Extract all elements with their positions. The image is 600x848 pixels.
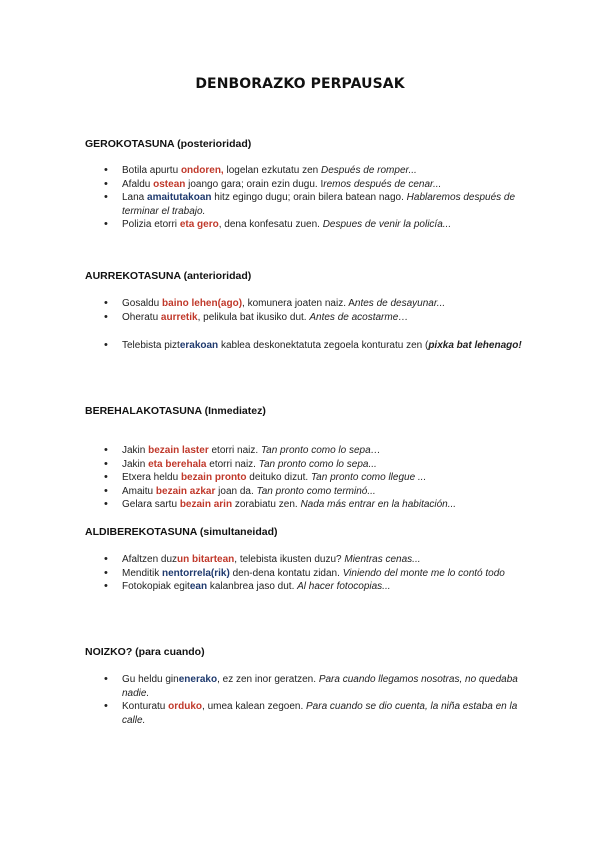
sentence-text: joango gara; orain ezin dugu. I: [185, 178, 324, 190]
translation-text: remos después de cenar...: [323, 178, 442, 190]
highlighted-connector: ean: [189, 581, 208, 592]
translation-text: Hablaremos después de terminar el trabajo.: [122, 192, 516, 217]
sentence-text: Lana: [122, 192, 148, 203]
translation-text: Despues de venir la policía...: [322, 219, 452, 230]
sentence-text: zorabiatu zen.: [232, 499, 301, 510]
list-item: [104, 580, 524, 594]
list-item: [104, 673, 524, 700]
translation-text: Mientras cenas...: [344, 554, 421, 565]
sentence-text: logelan ezkutatu zen: [223, 165, 322, 176]
highlighted-connector: aurretik: [160, 311, 198, 323]
translation-text: Tan pronto como lo sepa…: [260, 445, 381, 456]
section-heading-text: BEREHALAKOTASUNA: [85, 405, 202, 417]
sentence-text: Jakin: [122, 458, 149, 470]
list-item: [104, 178, 524, 192]
sentence-text: kalanbrea jaso dut.: [207, 581, 298, 592]
sentence-text: Jakin: [122, 445, 149, 456]
list-item: [104, 458, 524, 472]
sentence-text: , pelikula bat ikusiko dut.: [197, 311, 310, 323]
list-item: [104, 567, 524, 581]
section-subheading: (anterioridad): [183, 270, 252, 282]
section-heading-text: ALDIBEREKOTASUNA: [85, 526, 197, 538]
list-noizko: [104, 673, 524, 727]
list-item: [104, 311, 524, 325]
list-item: [104, 498, 524, 512]
sentence-text: Menditik: [122, 567, 163, 579]
highlighted-connector: bezain azkar: [155, 485, 216, 497]
translation-text: Viniendo del monte me lo contó todo: [342, 567, 505, 579]
translation-text: Antes de acostarme…: [309, 311, 409, 323]
section-heading-text: NOIZKO?: [85, 646, 133, 658]
sentence-text: etorri naiz.: [206, 458, 259, 470]
sentence-text: Telebista pizt: [122, 340, 180, 351]
section-heading-berehalakotasuna: [85, 405, 266, 417]
list-item: [104, 700, 524, 727]
highlighted-connector: enerako: [178, 674, 218, 685]
sentence-text: Gelara sartu: [122, 499, 180, 510]
sentence-text: Gosaldu: [122, 298, 163, 309]
sentence-text: Oheratu: [122, 311, 161, 323]
section-subheading: (posterioridad): [177, 138, 252, 150]
translation-text: Después de romper...: [321, 165, 417, 176]
sentence-text: , telebista ikusten duzu?: [234, 554, 345, 565]
highlighted-connector: nentorrela(rik): [162, 567, 230, 579]
section-heading-noizko: [85, 646, 205, 658]
sentence-text: , dena konfesatu zuen.: [218, 219, 323, 230]
highlighted-connector: orduko: [168, 701, 203, 712]
list-item: [104, 485, 524, 499]
highlighted-connector: baino lehen(ago): [162, 298, 243, 309]
section-subheading: (simultaneidad): [199, 526, 278, 538]
sentence-text: , komunera joaten naiz. A: [242, 298, 355, 309]
translation-text: ntes de desayunar...: [354, 298, 446, 309]
sentence-text: Etxera heldu: [122, 472, 181, 483]
section-heading-aurrekotasuna: [85, 270, 251, 282]
list-aldiberekotasuna: [104, 553, 524, 594]
sentence-text: deituko dizut.: [246, 472, 311, 483]
section-heading-gerokotasuna: [85, 138, 251, 150]
sentence-text: Gu heldu gin: [122, 674, 179, 685]
sentence-text: etorri naiz.: [208, 445, 261, 456]
sentence-text: Botila apurtu: [122, 165, 181, 176]
sentence-text: den-dena kontatu zidan.: [229, 567, 343, 579]
highlighted-connector: bezain pronto: [180, 472, 247, 483]
sentence-text: Polizia etorri: [122, 219, 180, 230]
list-aurrekotasuna: [104, 297, 524, 324]
sentence-text: hitz egingo dugu; orain bilera batean nago.: [211, 192, 407, 203]
highlighted-connector: ondoren,: [180, 165, 224, 176]
page-title: DENBORAZKO PERPAUSAK: [195, 76, 405, 92]
sentence-text: , ez zen inor geratzen.: [217, 674, 319, 685]
translation-text: Para cuando se dio cuenta, la niña estaba en la calle.: [122, 701, 518, 726]
list-item: [104, 471, 524, 485]
section-subheading: (Inmediatez): [204, 405, 266, 417]
translation-text: pixka bat lehenago!: [428, 340, 522, 351]
list-item: [104, 164, 524, 178]
sentence-text: Afaldu: [122, 178, 154, 190]
sentence-text: Amaitu: [122, 485, 156, 497]
sentence-text: Afaltzen duz: [122, 554, 178, 565]
sentence-text: joan da.: [215, 485, 257, 497]
list-item: [104, 297, 524, 311]
section-subheading: (para cuando): [135, 646, 205, 658]
list-item: [104, 191, 524, 218]
highlighted-connector: amaitutakoan: [147, 192, 212, 203]
highlighted-connector: bezain arin: [179, 499, 233, 510]
list-aurrekotasuna-extra: [104, 339, 524, 353]
highlighted-connector: un bitartean: [177, 554, 235, 565]
list-item: [104, 218, 524, 232]
highlighted-connector: eta gero: [179, 219, 219, 230]
highlighted-connector: erakoan: [179, 340, 219, 351]
translation-text: Tan pronto como llegue ...: [310, 472, 427, 483]
section-heading-aldiberekotasuna: [85, 526, 278, 538]
sentence-text: , umea kalean zegoen.: [202, 701, 307, 712]
section-heading-text: AURREKOTASUNA: [85, 270, 181, 282]
translation-text: Para cuando llegamos nosotras, no quedaba nadie.: [122, 674, 518, 699]
list-item: [104, 339, 524, 353]
translation-text: Nada más entrar en la habitación...: [300, 499, 457, 510]
list-item: [104, 553, 524, 567]
section-heading-text: GEROKOTASUNA: [85, 138, 175, 150]
list-gerokotasuna: [104, 164, 524, 232]
highlighted-connector: bezain laster: [148, 445, 209, 456]
list-berehalakotasuna: [104, 444, 524, 512]
highlighted-connector: ostean: [153, 178, 186, 190]
highlighted-connector: eta berehala: [148, 458, 207, 470]
translation-text: Tan pronto como terminó...: [256, 485, 376, 497]
sentence-text: Fotokopiak egit: [122, 581, 190, 592]
translation-text: Al hacer fotocopias...: [297, 581, 391, 592]
sentence-text: kablea deskonektatuta zegoela konturatu zen (: [218, 340, 429, 351]
translation-text: Tan pronto como lo sepa...: [258, 458, 377, 470]
sentence-text: Konturatu: [122, 701, 169, 712]
list-item: [104, 444, 524, 458]
